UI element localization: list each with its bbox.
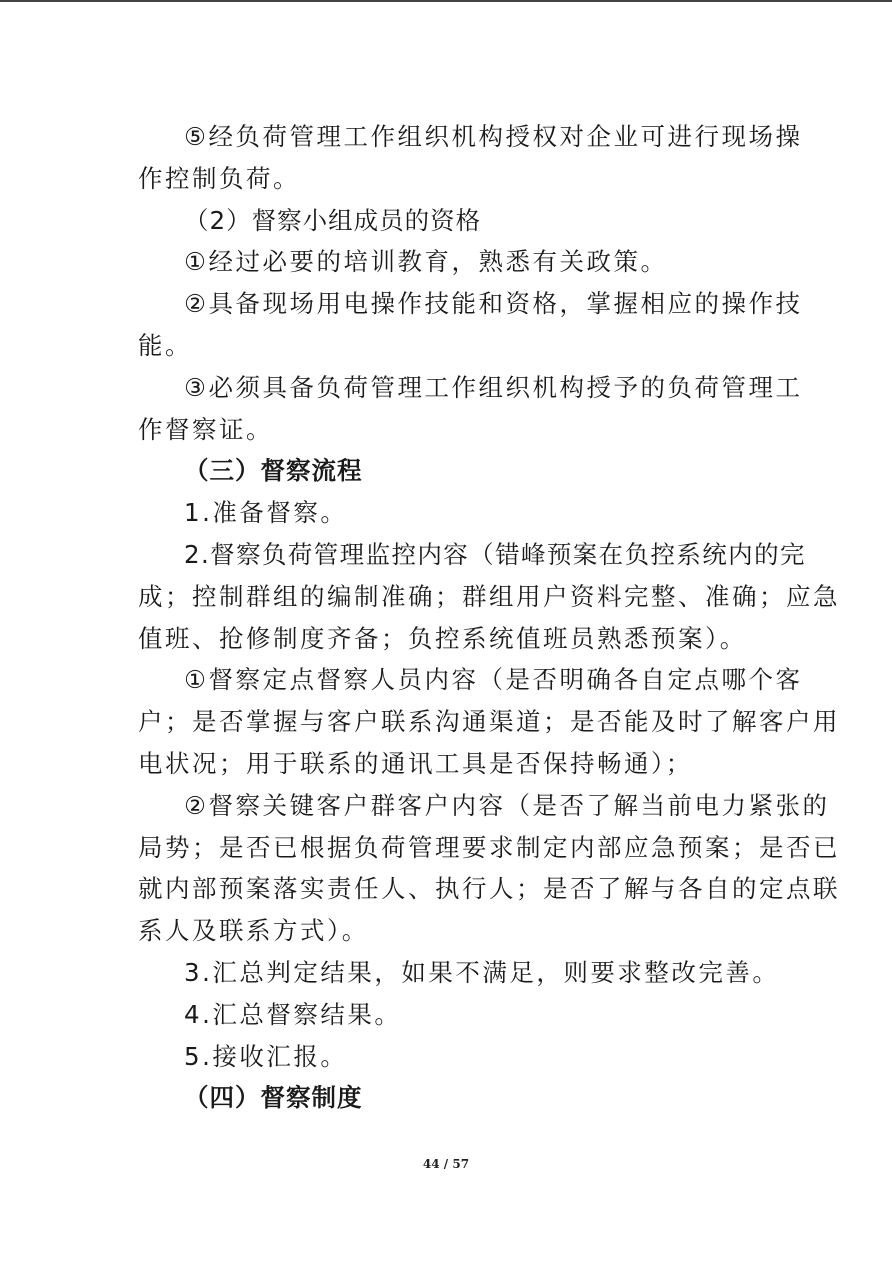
section-heading: （三）督察流程 [184, 456, 363, 486]
paragraph-line: 值班、抢修制度齐备；负控系统值班员熟悉预案）。 [138, 623, 747, 653]
section-heading: （四）督察制度 [184, 1083, 363, 1113]
paragraph-line: 1.准备督察。 [184, 498, 348, 528]
paragraph-line: ①经过必要的培训教育，熟悉有关政策。 [184, 247, 668, 277]
paragraph-line: 能。 [138, 330, 192, 360]
paragraph-line: 电状况；用于联系的通讯工具是否保持畅通）； [138, 748, 693, 778]
paragraph-line: 就内部预案落实责任人、执行人；是否了解与各自的定点联 [138, 874, 840, 904]
paragraph-line: ③必须具备负荷管理工作组织机构授予的负荷管理工 [184, 372, 803, 402]
paragraph-line: 成；控制群组的编制准确；群组用户资料完整、准确；应急 [138, 581, 840, 611]
paragraph-line: 局势；是否已根据负荷管理要求制定内部应急预案；是否已 [138, 832, 840, 862]
paragraph-line: ①督察定点督察人员内容（是否明确各自定点哪个客 [184, 665, 803, 695]
paragraph-line: 户；是否掌握与客户联系沟通渠道；是否能及时了解客户用 [138, 707, 840, 737]
page-top-border [0, 0, 892, 2]
paragraph-line: 作督察证。 [138, 414, 273, 444]
paragraph-line: ⑤经负荷管理工作组织机构授权对企业可进行现场操 [184, 122, 803, 151]
paragraph-line: 3.汇总判定结果，如果不满足，则要求整改完善。 [184, 957, 780, 987]
paragraph-line: ②督察关键客户群客户内容（是否了解当前电力紧张的 [184, 790, 830, 820]
paragraph-line: 系人及联系方式）。 [138, 916, 369, 946]
page-number: 44 / 57 [422, 1157, 470, 1171]
paragraph-line: 4.汇总督察结果。 [184, 999, 402, 1029]
paragraph-line: 2.督察负荷管理监控内容（错峰预案在负控系统内的完 [184, 539, 806, 569]
paragraph-line: ②具备现场用电操作技能和资格，掌握相应的操作技 [184, 289, 803, 319]
paragraph-line: 5.接收汇报。 [184, 1041, 348, 1071]
section-subheading: （2）督察小组成员的资格 [184, 205, 482, 235]
paragraph-line: 作控制负荷。 [138, 163, 300, 193]
document-body [138, 116, 840, 1119]
